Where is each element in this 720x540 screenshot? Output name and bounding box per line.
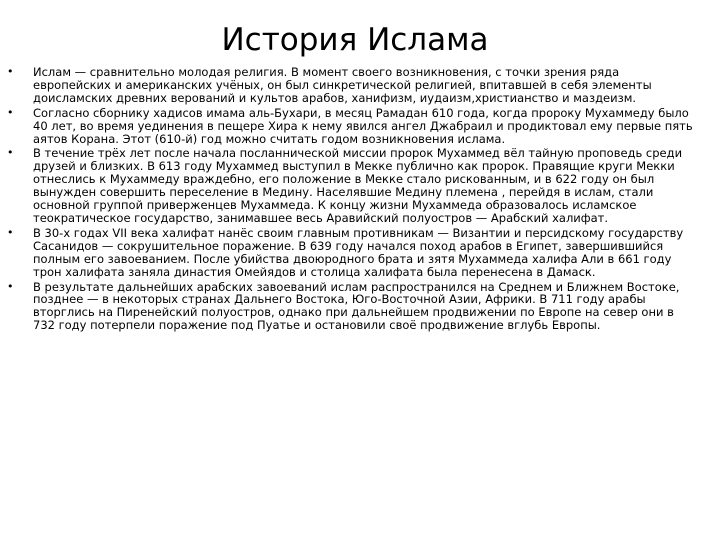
bullet-item-1 <box>7 65 693 105</box>
bullet-text: В результате дальнейших арабских завоеваний ислам распространился на Среднем и Ближнем Востоке, позднее — в некоторых странах Дальнего Востока, Юго-Восточной Азии, Африки. В 711 году арабы вторглись на Пиренейский полуостров, однако при дальнейшем продвижении по Европе на север они в 732 году потерпели поражение под Пуатье и остановили своё продвижение вглубь Европы. <box>33 279 680 333</box>
slide-title: История Ислама <box>221 22 489 58</box>
bullet-text: В течение трёх лет после начала посланнической миссии пророк Мухаммед вёл тайную проповедь среди друзей и близких. В 613 году Мухаммед выступил в Мекке публично как пророк. Правящие круги Мекки отнеслись к Мухаммеду враждебно, его положение в Мекке стало рискованным, и в 622 году он был вынужден совершить переселение в Медину. Населявшие Медину племена , перейдя в ислам, стали основной группой приверженцев Мухаммеда. К концу жизни Мухаммеда образовалось исламское теократическое государство, занимавшее весь Аравийский полуостров — Арабский халифат. <box>33 146 683 225</box>
bullet-text: Согласно сборнику хадисов имама аль-Бухари, в месяц Рамадан 610 года, когда пророку Мухаммеду было 40 лет, во время уединения в пещере Хира к нему явился ангел Джабраил и продиктовал ему первые пять аятов Корана. Этот (610-й) год можно считать годом возникновения ислама. <box>33 105 693 146</box>
bullet-icon: • <box>7 279 14 293</box>
bullet-icon: • <box>7 146 14 160</box>
bullet-text: Ислам — сравнительно молодая религия. В момент своего возникновения, с точки зрения ряда европейских и американских учёных, он был синкретической религией, впитавшей в себя элементы доисламских древних верований и культов арабов, ханифизм, иудаизм,христианство и маздеизм. <box>33 65 652 105</box>
bullet-item-3 <box>7 146 693 225</box>
bullet-list <box>7 65 693 334</box>
bullet-item-5 <box>7 279 693 333</box>
bullet-item-2 <box>7 105 693 146</box>
bullet-icon: • <box>7 105 14 119</box>
bullet-text: В 30-х годах VII века халифат нанёс своим главным противникам — Византии и персидскому государству Сасанидов — сокрушительное поражение. В 639 году начался поход арабов в Египет, завершившийся полным его завоеванием. После убийства двоюродного брата и зятя Мухаммеда халифа Али в 661 году трон халифата заняла династия Омейядов и столица халифата была перенесена в Дамаск. <box>33 225 684 279</box>
bullet-icon: • <box>7 225 14 239</box>
bullet-item-4 <box>7 225 693 279</box>
bullet-icon: • <box>7 65 14 78</box>
